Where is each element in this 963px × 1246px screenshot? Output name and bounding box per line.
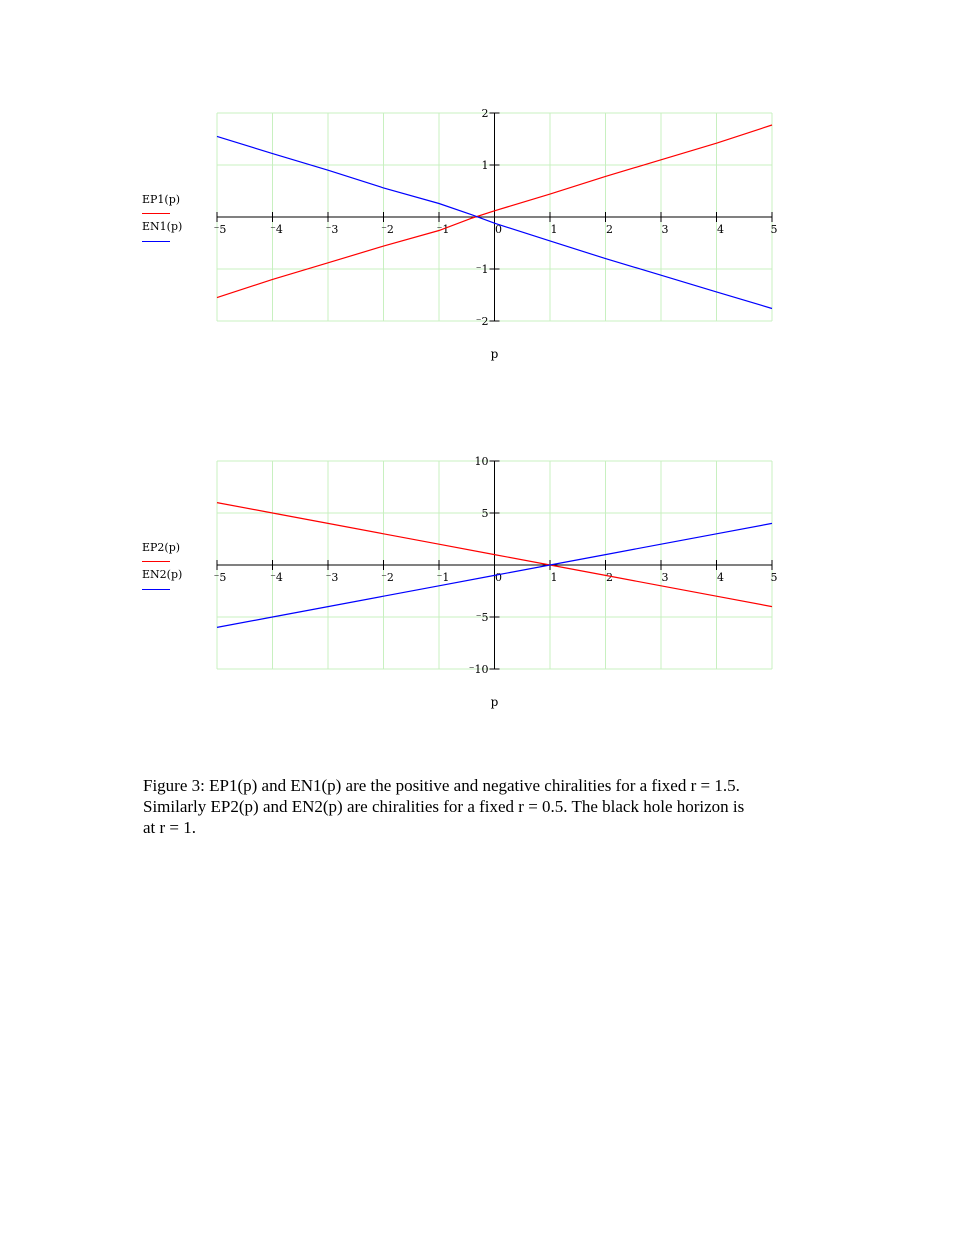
legend-label-en2: EN2(p) <box>142 568 183 581</box>
y-tick-label: 1 <box>481 159 489 172</box>
x-tick-label: ⁻4 <box>270 571 283 584</box>
legend-swatch-ep2 <box>142 561 170 562</box>
x-tick-label: 2 <box>606 571 613 584</box>
x-tick-label: 3 <box>661 223 669 236</box>
x-tick-label: ⁻5 <box>213 571 227 584</box>
legend-label-en1: EN1(p) <box>142 220 183 233</box>
y-tick-label: 5 <box>481 507 489 520</box>
x-tick-label: 3 <box>661 571 669 584</box>
caption-line-3: at r = 1. <box>143 818 197 837</box>
x-tick-label: 0 <box>495 571 502 584</box>
x-tick-label: ⁻1 <box>436 223 450 236</box>
y-tick-label: 2 <box>481 107 489 120</box>
x-tick-label: 4 <box>717 223 724 236</box>
x-tick-label: ⁻3 <box>325 571 339 584</box>
y-tick-label: 10 <box>474 455 489 468</box>
y-tick-label: ⁻10 <box>468 663 489 676</box>
y-tick-label: ⁻1 <box>475 263 489 276</box>
legend-label-ep1: EP1(p) <box>142 193 181 206</box>
x-tick-label: 1 <box>550 571 558 584</box>
x-tick-label: ⁻2 <box>381 571 394 584</box>
legend-swatch-en2 <box>142 589 170 590</box>
x-tick-label: ⁻3 <box>325 223 339 236</box>
legend-chart2 <box>142 541 202 601</box>
y-tick-label: ⁻2 <box>475 315 489 328</box>
caption-line-1: Figure 3: EP1(p) and EN1(p) are the positive and negative chiralities for a fixed r = 1.5. <box>143 776 740 795</box>
x-axis-label: p <box>490 695 499 709</box>
x-tick-label: ⁻2 <box>381 223 394 236</box>
legend-label-ep2: EP2(p) <box>142 541 181 554</box>
x-tick-label: 1 <box>550 223 558 236</box>
x-tick-label: 5 <box>770 571 778 584</box>
x-tick-label: 5 <box>770 223 778 236</box>
x-tick-label: 2 <box>606 223 613 236</box>
x-tick-label: ⁻5 <box>213 223 227 236</box>
figure-caption <box>143 775 843 838</box>
x-tick-label: 0 <box>495 223 502 236</box>
x-axis-label: p <box>490 347 499 361</box>
x-tick-label: ⁻1 <box>436 571 450 584</box>
y-tick-label: ⁻5 <box>475 611 489 624</box>
caption-line-2: Similarly EP2(p) and EN2(p) are chiralities for a fixed r = 0.5. The black hole horizon is <box>143 797 745 816</box>
x-tick-label: 4 <box>717 571 724 584</box>
x-tick-label: ⁻4 <box>270 223 283 236</box>
